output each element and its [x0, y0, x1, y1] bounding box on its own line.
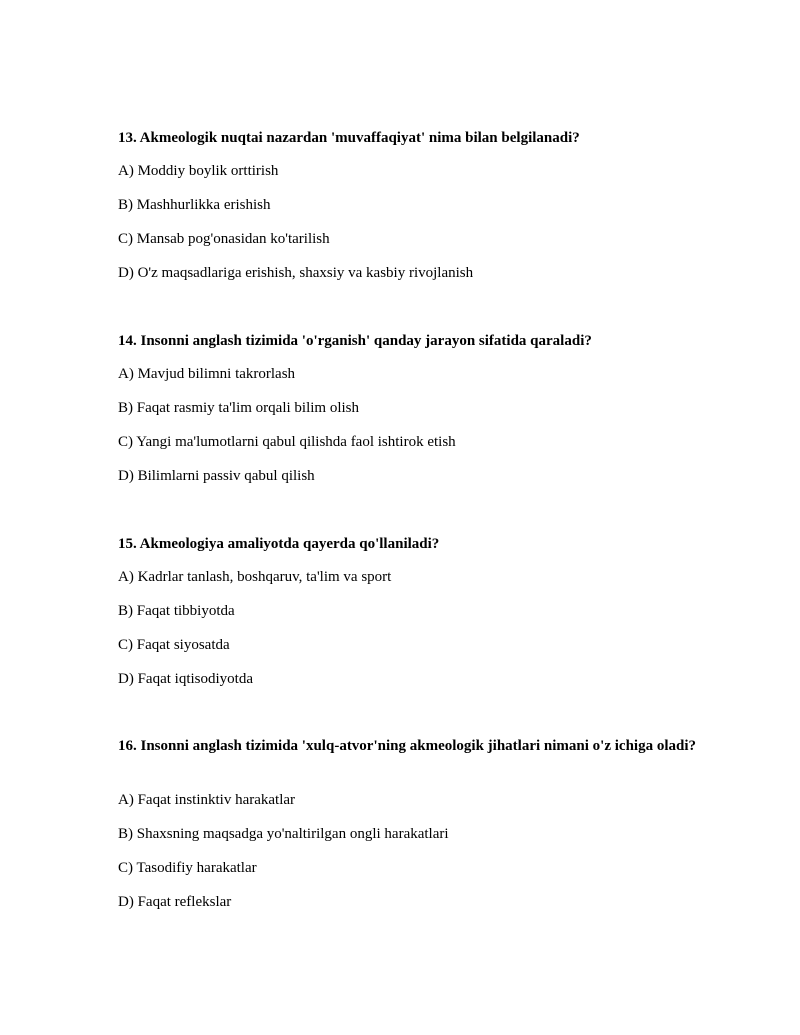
- question-15: [118, 533, 698, 687]
- answer-option-a: A) Kadrlar tanlash, boshqaruv, ta'lim va sport: [118, 569, 392, 585]
- question-13: [118, 127, 698, 281]
- question-title: 16. Insonni anglash tizimida 'xulq-atvor'ning akmeologik jihatlari nimani o'z ichiga oladi?: [118, 738, 697, 754]
- answer-option-c: C) Mansab pog'onasidan ko'tarilish: [118, 231, 330, 247]
- answer-option-b: B) Mashhurlikka erishish: [118, 197, 271, 213]
- question-14: [118, 330, 698, 484]
- question-title: 15. Akmeologiya amaliyotda qayerda qo'llaniladi?: [118, 536, 440, 552]
- answer-option-d: D) Bilimlarni passiv qabul qilish: [118, 468, 315, 484]
- answer-option-a: A) Faqat instinktiv harakatlar: [118, 792, 296, 808]
- question-16: [118, 735, 698, 910]
- answer-option-b: B) Faqat tibbiyotda: [118, 603, 235, 619]
- answer-option-c: C) Faqat siyosatda: [118, 637, 230, 653]
- answer-option-d: D) Faqat iqtisodiyotda: [118, 671, 253, 687]
- answer-option-d: D) O'z maqsadlariga erishish, shaxsiy va kasbiy rivojlanish: [118, 265, 474, 281]
- answer-option-c: C) Yangi ma'lumotlarni qabul qilishda faol ishtirok etish: [118, 434, 456, 450]
- answer-option-d: D) Faqat reflekslar: [118, 894, 232, 910]
- answer-option-a: A) Mavjud bilimni takrorlash: [118, 366, 296, 382]
- question-title: 14. Insonni anglash tizimida 'o'rganish' qanday jarayon sifatida qaraladi?: [118, 333, 592, 349]
- answer-option-a: A) Moddiy boylik orttirish: [118, 163, 279, 179]
- answer-option-b: B) Shaxsning maqsadga yo'naltirilgan ongli harakatlari: [118, 826, 449, 842]
- answer-option-c: C) Tasodifiy harakatlar: [118, 860, 257, 876]
- question-title: 13. Akmeologik nuqtai nazardan 'muvaffaqiyat' nima bilan belgilanadi?: [118, 130, 580, 146]
- answer-option-b: B) Faqat rasmiy ta'lim orqali bilim olish: [118, 400, 360, 416]
